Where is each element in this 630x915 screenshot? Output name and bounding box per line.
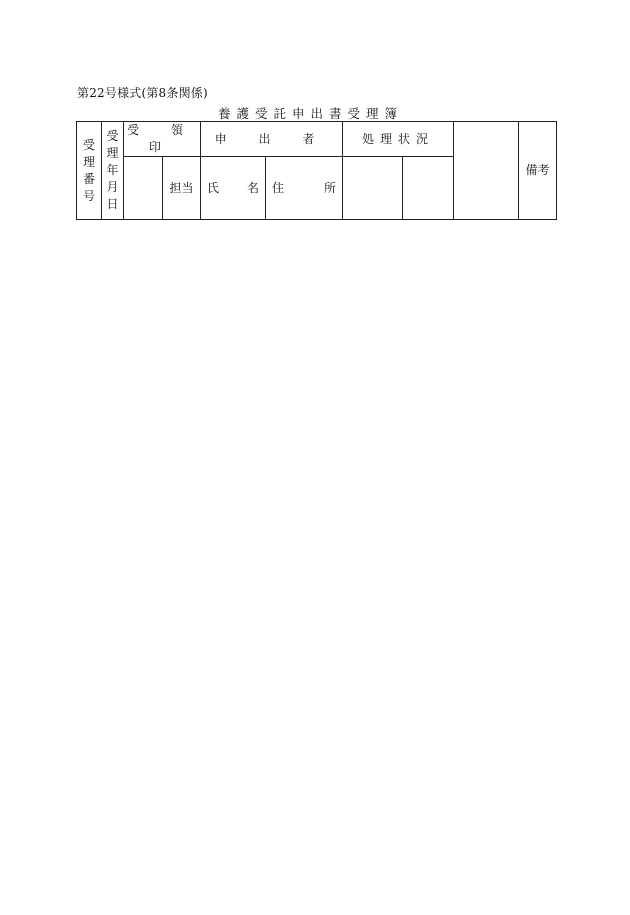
receipt-number-label: 受 理 番 号: [82, 137, 95, 203]
header-remarks: [519, 122, 557, 220]
name-label-left: 氏: [207, 180, 220, 195]
receipt-date-label: 受 理 年 月 日: [106, 129, 119, 211]
seal-group-label: 受 領 印: [127, 123, 197, 154]
name-label-right: 名: [247, 180, 260, 195]
address-label-right: 所: [324, 180, 337, 195]
processing-group-label: 処理状況: [362, 131, 435, 146]
header-person-in-charge: [163, 157, 201, 220]
header-name: [201, 157, 266, 220]
ledger-table: [76, 121, 557, 220]
person-in-charge-label: 担当: [169, 180, 194, 195]
header-inspector: [124, 157, 163, 220]
address-label-left: 住: [272, 180, 285, 195]
header-address: [266, 157, 343, 220]
header-receipt-date: [102, 122, 124, 220]
applicant-group-label: 申 出 者: [214, 131, 329, 146]
header-seal-group: [124, 122, 201, 157]
header-decision: [343, 157, 403, 220]
remarks-label: 備考: [525, 163, 550, 177]
form-caption: 第22号様式(第8条関係): [77, 86, 208, 100]
header-registry-date: [454, 122, 519, 220]
header-receipt-number: [77, 122, 102, 220]
header-applicant-group: [201, 122, 343, 157]
header-decision-date: [403, 157, 454, 220]
page-title: 養護受託申出書受理簿: [218, 106, 404, 121]
header-processing-group: [343, 122, 454, 157]
